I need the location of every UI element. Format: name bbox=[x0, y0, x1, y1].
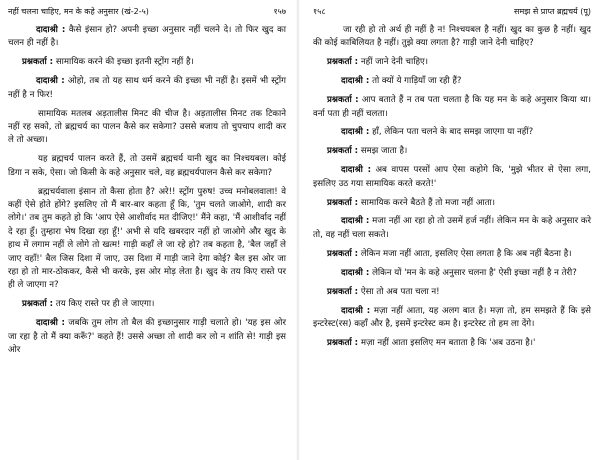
dialogue-paragraph bbox=[313, 197, 591, 210]
speaker-label: प्रश्नकर्ता : bbox=[327, 95, 359, 106]
paragraph-text: ब्रह्मचर्यवाला इंसान तो कैसा होता है? अरे!! स्ट्रोंग पुरुष! उच्च मनोबलवाला! वे कहीं ऐसे होते होंगे? इसलिए तो मैं बार-बार कहता हूँ कि, 'तुम चलते जाओगे, शादी कर लोगे।' तब तुम कहते हो कि 'आप ऐसे आशीर्वाद मत दीजिए!' मैंने कहा, 'मैं आशीर्वाद नहीं दे रहा हूँ। तुम्हारा भेष दिखा रहा हूँ!' अभी से यदि खबरदार नहीं हो जाओगे और खुद के हाथ में लगाम नहीं ले लोगे तो खत्म! गाड़ी कहाँ ले जा रहे हो? तब कहता है, 'बैल जहाँ ले जाए वहाँ!' बैल जिस दिशा में जाए, उस दिशा में गाड़ी जाने देगा कोई? बैल इस ओर जा रहा हो तो मार-ठोककर, कैसे भी करके, इस ओर मोड़ लेता है। खुद के तय किए रास्ते पर ही ले जाएगा न? bbox=[8, 186, 286, 291]
dialogue-paragraph bbox=[8, 75, 286, 102]
speaker-label: प्रश्नकर्ता : bbox=[327, 337, 359, 348]
paragraph-text: जा रही हो तो अर्थ ही नहीं है न! निश्चयबल है नहीं। खुद का कुछ है नहीं। खुद की कोई काबिलियत है नहीं। तुझे क्या लगता है? गाड़ी जाने देनी चाहिए? bbox=[313, 25, 591, 49]
dialogue-paragraph bbox=[313, 337, 591, 350]
speaker-label: प्रश्नकर्ता : bbox=[327, 286, 359, 297]
right-page-header bbox=[313, 5, 591, 19]
dialogue-paragraph bbox=[313, 286, 591, 299]
dialogue-paragraph bbox=[8, 24, 286, 51]
paragraph-text: लेकिन यों 'मन के कहे अनुसार चलना है' ऐसी इच्छा नहीं है न तेरी? bbox=[372, 267, 577, 278]
speaker-label: दादाश्री : bbox=[341, 216, 370, 227]
speaker-label: दादाश्री : bbox=[341, 165, 372, 176]
speaker-label: दादाश्री : bbox=[36, 76, 65, 87]
paragraph-text: सामायिक मतलब अड़तालीस मिनट की चीज है। अड़तालीस मिनट तक टिकाने नहीं रह सको, तो ब्रह्मचर्य का पालन कैसे कर सकेगा? उससे बजाय तो चुपचाप शादी कर ले तो अच्छा। bbox=[8, 108, 286, 146]
paragraph-text: ऐसा तो अब पता चला न! bbox=[360, 286, 440, 297]
dialogue-paragraph bbox=[8, 317, 286, 357]
speaker-label: प्रश्नकर्ता : bbox=[327, 146, 359, 157]
paragraph-text: जबकि तुम लोग तो बैल की इच्छानुसार गाड़ी चलाते हो। 'यह इस ओर जा रहा है तो मैं क्या करूँ?' कहते हैं! उससे अच्छा तो शादी कर लो न शांति से! गाड़ी इस ओर bbox=[8, 318, 286, 356]
paragraph-text: सामायिक करने की इच्छा इतनी स्ट्रोंग नहीं है। bbox=[55, 57, 194, 68]
speaker-label: प्रश्नकर्ता : bbox=[22, 57, 54, 68]
paragraph-text: यह ब्रह्मचर्य पालन करते हैं, तो उसमें ब्रह्मचर्य यानी खुद का निश्चयबल। कोई डिगा न सके, ऐसा। जो किसी के कहे अनुसार चले, वह ब्रह्मचर्यपालन कैसे कर सकेगा? bbox=[8, 154, 286, 178]
book-gutter bbox=[296, 0, 300, 460]
speaker-label: प्रश्नकर्ता : bbox=[22, 299, 54, 310]
paragraph-text: अब वापस परसों आप ऐसा कहोगे कि, 'मुझे भीतर से ऐसा लगा, इसलिए उठ गया सामायिक करते करते!' bbox=[313, 165, 591, 189]
dialogue-paragraph bbox=[313, 75, 591, 88]
right-page-body bbox=[313, 24, 591, 456]
paragraph-text: कैसे इंसान हो? अपनी इच्छा अनुसार नहीं चलने दे। तो फिर खुद का चलन ही नहीं है। bbox=[8, 25, 286, 49]
dialogue-paragraph bbox=[8, 153, 286, 180]
paragraph-text: सामायिक करने बैठते हैं तो मजा नहीं आता। bbox=[360, 197, 496, 208]
right-header-title: समझ से प्राप्त ब्रह्मचर्य (पू) bbox=[514, 7, 591, 16]
paragraph-text: तो क्यों ये गाड़ियाँ जा रही हैं? bbox=[372, 76, 462, 87]
paragraph-text: नहीं जाने देनी चाहिए। bbox=[360, 57, 429, 68]
left-page-body bbox=[8, 24, 286, 456]
dialogue-paragraph bbox=[313, 24, 591, 51]
dialogue-paragraph bbox=[313, 145, 591, 158]
dialogue-paragraph bbox=[313, 267, 591, 280]
dialogue-paragraph bbox=[313, 164, 591, 191]
dialogue-paragraph bbox=[313, 305, 591, 332]
speaker-label: दादाश्री : bbox=[341, 267, 370, 278]
dialogue-paragraph bbox=[313, 248, 591, 261]
speaker-label: प्रश्नकर्ता : bbox=[327, 248, 359, 259]
paragraph-text: तय किए रास्ते पर ही ले जाएगा। bbox=[55, 299, 155, 310]
dialogue-paragraph bbox=[313, 56, 591, 69]
dialogue-paragraph bbox=[8, 298, 286, 311]
paragraph-text: मजा नहीं आ रहा हो तो उसमें हर्ज नहीं। लेकिन मन के कहे अनुसार करे तो, वह नहीं चला सकते। bbox=[313, 216, 591, 240]
dialogue-paragraph bbox=[313, 94, 591, 121]
dialogue-paragraph bbox=[8, 108, 286, 148]
left-header-title: नहीं चलना चाहिए, मन के कहे अनुसार (खं-2-५) bbox=[8, 7, 149, 16]
left-page bbox=[0, 0, 290, 460]
speaker-label: दादाश्री : bbox=[36, 318, 65, 329]
paragraph-text: समझ जाता है। bbox=[360, 146, 408, 157]
paragraph-text: हाँ, लेकिन पता चलने के बाद समझ जाएगा या नहीं? bbox=[372, 127, 534, 138]
speaker-label: प्रश्नकर्ता : bbox=[327, 197, 359, 208]
dialogue-paragraph bbox=[313, 126, 591, 139]
speaker-label: प्रश्नकर्ता : bbox=[327, 57, 359, 68]
left-page-header bbox=[8, 5, 286, 19]
paragraph-text: मज़ा नहीं आता, यह अलग बात है। मज़ा तो, हम समझते हैं कि इसे इन्टरेस्ट(रस) कहाँ और है, इसमें इन्टरेस्ट कम है। इन्टरेस्ट तो हम ला देंगे। bbox=[313, 305, 591, 329]
speaker-label: दादाश्री : bbox=[341, 76, 370, 87]
dialogue-paragraph bbox=[8, 56, 286, 69]
right-page bbox=[305, 0, 595, 460]
speaker-label: दादाश्री : bbox=[341, 127, 370, 138]
left-page-number: १५७ bbox=[273, 7, 286, 16]
paragraph-text: लेकिन मजा नहीं आता, इसलिए ऐसा लगता है कि अब नहीं बैठना है। bbox=[360, 248, 572, 259]
dialogue-paragraph bbox=[8, 186, 286, 293]
speaker-label: दादाश्री : bbox=[341, 305, 371, 316]
paragraph-text: ओहो, तब तो यह साथ धर्म करने की इच्छा भी नहीं है। इसमें भी स्ट्रोंग नहीं है न फिर! bbox=[8, 76, 286, 100]
paragraph-text: आप बताते हैं न तब पता चलता है कि यह मन के कहे अनुसार किया था। वर्ना पता ही नहीं चलता। bbox=[313, 95, 591, 119]
right-page-number: १५८ bbox=[313, 7, 326, 16]
paragraph-text: मज़ा नहीं आता इसलिए मन बताता है कि 'अब उठना है।' bbox=[360, 337, 536, 348]
dialogue-paragraph bbox=[313, 215, 591, 242]
speaker-label: दादाश्री : bbox=[36, 25, 66, 35]
